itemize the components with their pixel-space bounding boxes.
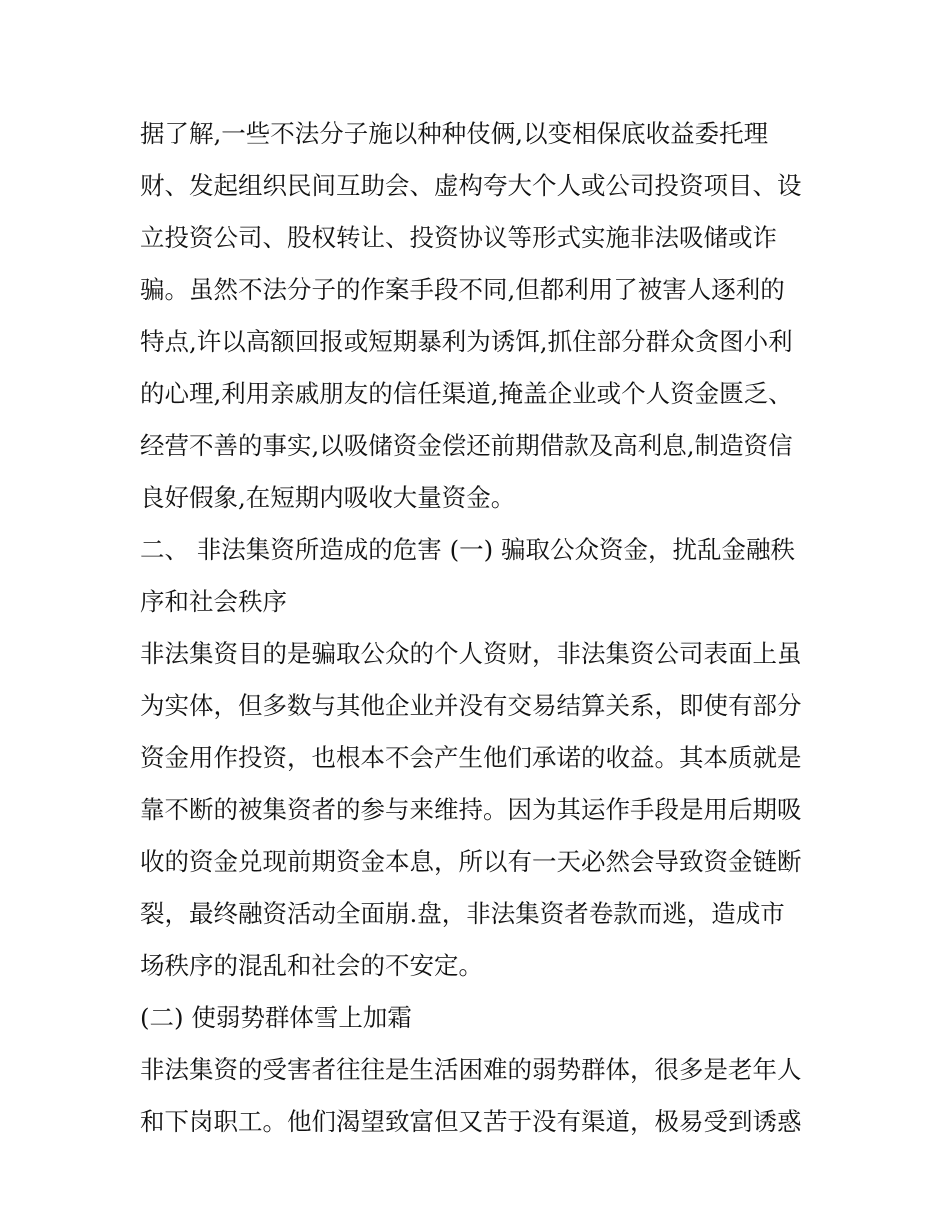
subsection-heading: (二) 使弱势群体雪上加霜 (140, 1003, 412, 1032)
text-line: 非法集资的受害者往往是生活困难的弱势群体，很多是老年人 (140, 1055, 802, 1084)
text-line: 收的资金兑现前期资金本息，所以有一天必然会导致资金链断 (140, 847, 802, 876)
text-line: 据了解,一些不法分子施以种种伎俩,以变相保底收益委托理 (140, 119, 769, 148)
document-body (140, 108, 820, 1148)
text-line: 非法集资目的是骗取公众的个人资财，非法集资公司表面上虽 (140, 639, 802, 668)
text-line: 为实体，但多数与其他企业并没有交易结算关系，即使有部分 (140, 691, 802, 720)
text-line: 场秩序的混乱和社会的不安定。 (140, 951, 483, 980)
section-heading: 序和社会秩序 (140, 587, 287, 616)
text-line: 和下岗职工。他们渴望致富但又苦于没有渠道，极易受到诱惑 (140, 1107, 802, 1136)
text-line: 靠不断的被集资者的参与来维持。因为其运作手段是用后期吸 (140, 795, 802, 824)
text-line: 财、发起组织民间互助会、虚构夸大个人或公司投资项目、设 (140, 171, 802, 200)
section-heading: 二、 非法集资所造成的危害 (一) 骗取公众资金，扰乱金融秩 (140, 535, 795, 564)
text-line: 骗。虽然不法分子的作案手段不同,但都利用了被害人逐利的 (140, 275, 785, 304)
text-line: 特点,许以高额回报或短期暴利为诱饵,抓住部分群众贪图小利 (140, 327, 793, 356)
text-line: 资金用作投资，也根本不会产生他们承诺的收益。其本质就是 (140, 743, 802, 772)
text-line: 良好假象,在短期内吸收大量资金。 (140, 483, 516, 512)
text-line: 裂，最终融资活动全面崩.盘，非法集资者卷款而逃，造成市 (140, 899, 785, 928)
text-line: 经营不善的事实,以吸储资金偿还前期借款及高利息,制造资信 (140, 431, 793, 460)
text-line: 的心理,利用亲戚朋友的信任渠道,掩盖企业或个人资金匮乏、 (140, 379, 793, 408)
text-line: 立投资公司、股权转让、投资协议等形式实施非法吸储或诈 (140, 223, 777, 252)
